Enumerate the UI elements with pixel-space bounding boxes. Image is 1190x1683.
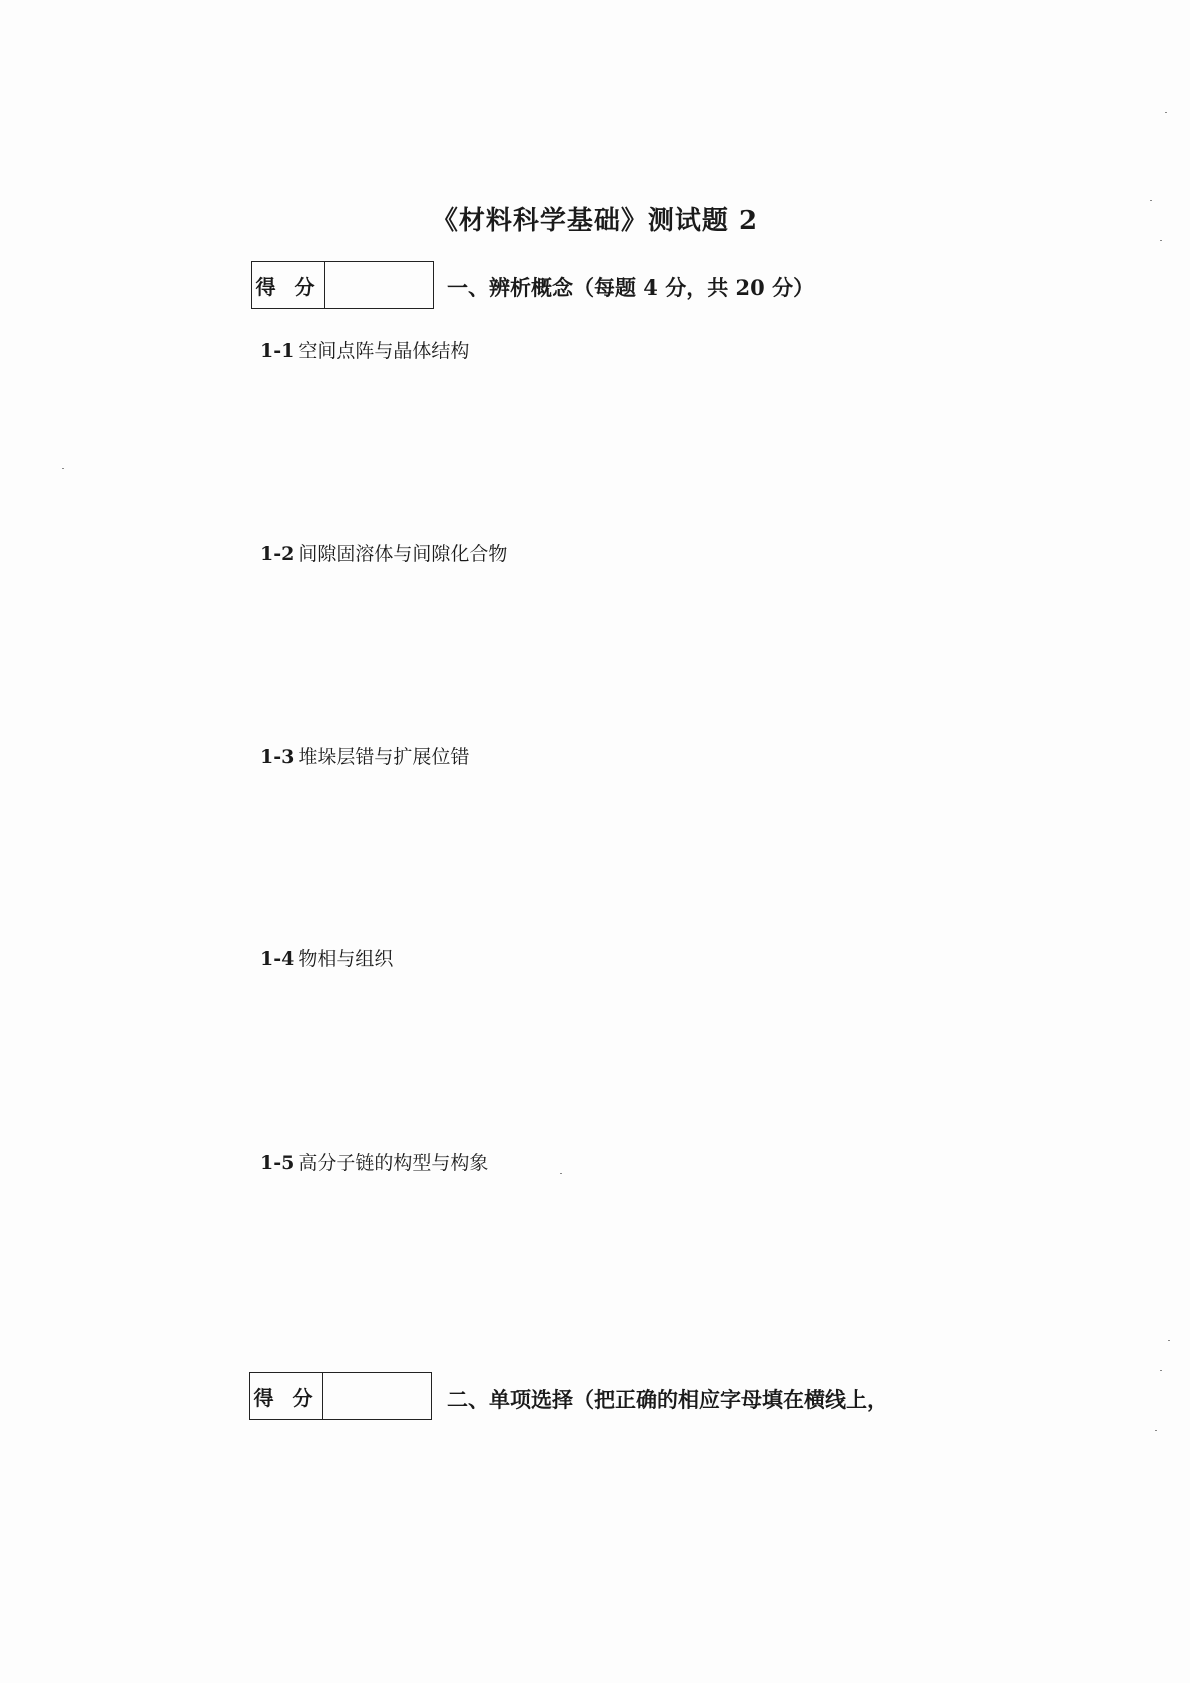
question-item: [260, 1148, 488, 1175]
scan-speck: [1160, 240, 1162, 241]
score-value-field[interactable]: [323, 1373, 431, 1419]
scan-speck: [62, 468, 64, 469]
question-text: 物相与组织: [298, 948, 394, 970]
section-heading-1: 一、辨析概念（每题 4 分，共 20 分）: [447, 275, 815, 300]
score-value-field[interactable]: [325, 262, 433, 308]
question-item: [260, 336, 469, 363]
score-label: 得 分: [252, 262, 325, 308]
scan-speck: [560, 1173, 562, 1174]
question-text: 间隙固溶体与间隙化合物: [298, 543, 508, 565]
question-text: 空间点阵与晶体结构: [298, 340, 470, 362]
question-item: [260, 742, 469, 769]
scan-speck: [1155, 1430, 1157, 1431]
scan-speck: [1165, 112, 1167, 113]
question-text: 堆垛层错与扩展位错: [298, 746, 470, 768]
question-number: 1-4: [260, 948, 295, 970]
scan-speck: [1168, 1340, 1170, 1341]
question-number: 1-3: [260, 746, 295, 768]
question-item: [260, 944, 393, 971]
score-box-section-1: [251, 261, 434, 309]
page-title: 《材料科学基础》测试题 2: [431, 206, 759, 236]
question-text: 高分子链的构型与构象: [298, 1152, 489, 1174]
question-number: 1-1: [260, 340, 295, 362]
scan-speck: [1160, 1370, 1162, 1371]
scan-speck: [1150, 200, 1152, 201]
question-item: [260, 539, 507, 566]
question-number: 1-2: [260, 543, 295, 565]
question-number: 1-5: [260, 1152, 295, 1174]
section-heading-2: 二、单项选择（把正确的相应字母填在横线上，: [447, 1387, 888, 1412]
score-box-section-2: [249, 1372, 432, 1420]
score-label: 得 分: [250, 1373, 323, 1419]
